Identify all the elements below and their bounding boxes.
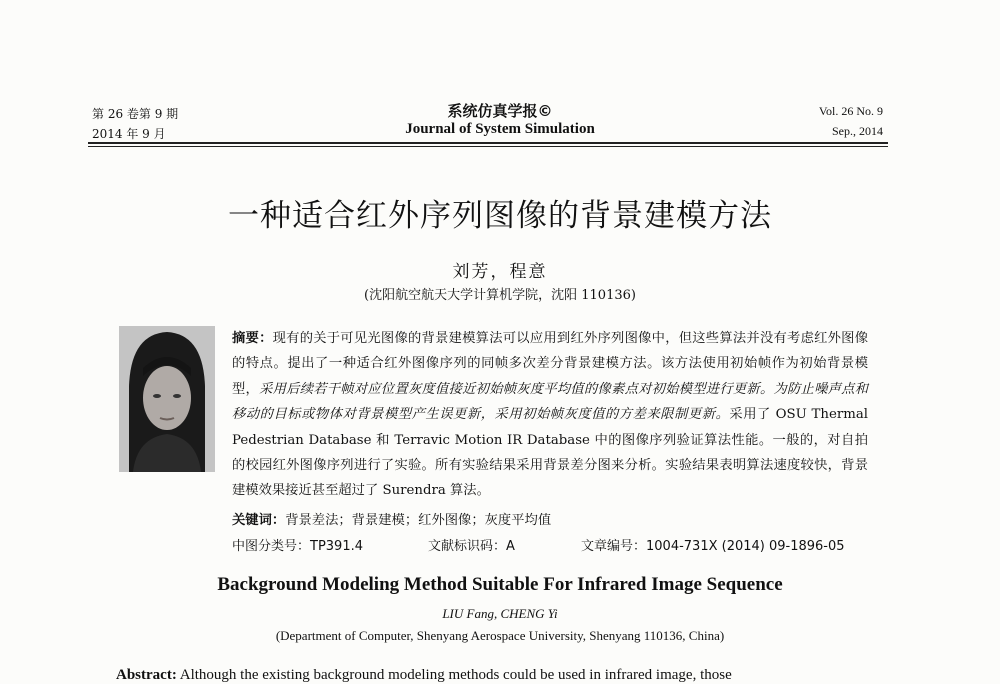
affiliation-en: (Department of Computer, Shenyang Aerospace University, Shenyang 110136, China) (275, 628, 725, 643)
journal-title-en: Journal of System Simulation (405, 121, 595, 137)
volume-en: Vol. 26 No. 9 (818, 104, 883, 118)
abstract-en (116, 667, 876, 684)
abstract-cn (232, 326, 868, 504)
abstract-label-cn: 摘要： (232, 331, 273, 346)
header-rule-thin (88, 146, 888, 147)
document-code: 文献标识码：A (428, 539, 515, 554)
abstract-label-en: Abstract: (116, 667, 177, 683)
date-en: Sep., 2014 (832, 124, 883, 138)
paper-title-cn: 一种适合红外序列图像的背景建模方法 (228, 198, 772, 234)
keywords-value-cn: 背景差法；背景建模；红外图像；灰度平均值 (285, 513, 552, 528)
abstract-cn-part1: 现有的关于可见光图像的背景建模算法可以应用到红外序列图像中，但这些算法并没有考虑红外图像的特点。提出了一种适合红外图像序列的同帧多次差分背景建模方法。该方法使用初始帧作为初始背景模型， (232, 331, 869, 397)
keywords-cn (232, 509, 551, 528)
date-cn: 2014 年 9 月 (92, 127, 166, 141)
paper-title-en: Background Modeling Method Suitable For Infrared Image Sequence (217, 574, 783, 595)
journal-title-cn: 系统仿真学报© (447, 102, 553, 120)
abstract-en-text: Although the existing background modeling methods could be used in infrared image, those (179, 667, 732, 683)
header-rule (88, 142, 888, 144)
clc-number: 中图分类号：TP391.4 (232, 539, 363, 554)
affiliation-cn: (沈阳航空航天大学计算机学院，沈阳 110136) (364, 288, 636, 303)
abstract-cn-part2: 采用后续若干帧对应位置灰度值接近初始帧灰度平均值的像素点对初始模型进行更新。为防止噪声点和移动的目标或物体对背景模型产生误更新，采用初始帧灰度值的方差来限制更新。 (232, 381, 869, 423)
authors-cn: 刘芳，程意 (452, 262, 548, 282)
authors-en: LIU Fang, CHENG Yi (442, 606, 558, 621)
keywords-label-cn: 关键词： (232, 513, 286, 528)
abstract-cn-part3: 采用了 OSU Thermal Pedestrian Database 和 Terravic Motion IR Database 中的图像序列验证算法性能。一般的，对自拍的校园红外图像序列进行了实验。所有实验结果采用背景差分图来分析。实验结果表明算法速度较快，背景建模效果接近甚至超过了 Surendra 算法。 (232, 407, 868, 499)
article-number: 文章编号：1004-731X (2014) 09-1896-05 (581, 539, 845, 554)
author-photo (119, 326, 215, 472)
issue-cn: 第 26 卷第 9 期 (92, 107, 179, 121)
